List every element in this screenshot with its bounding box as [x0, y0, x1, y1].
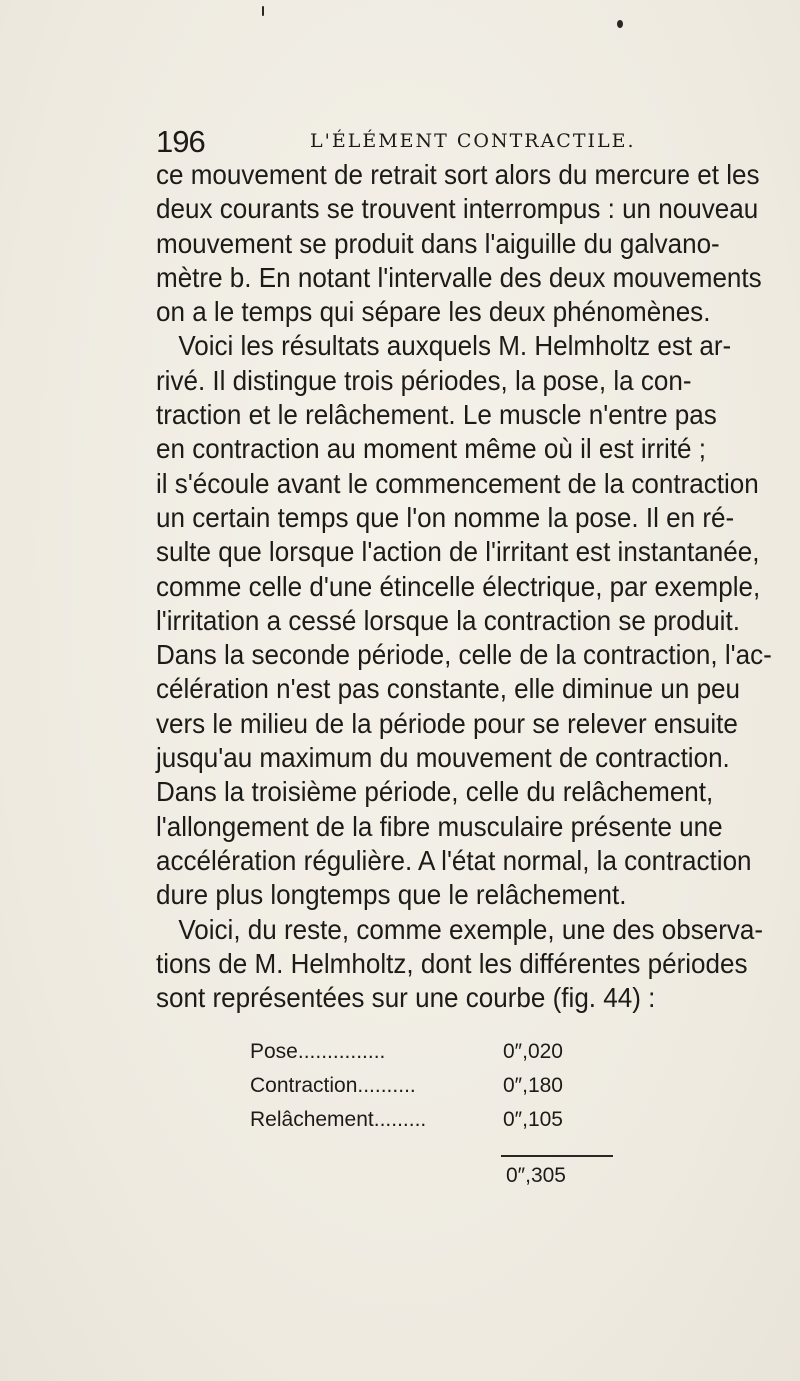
text-line: Dans la seconde période, celle de la contraction, l'ac- [156, 639, 772, 671]
text-line: Voici les résultats auxquels M. Helmholtz est ar- [178, 330, 732, 362]
text-line: comme celle d'une étincelle électrique, par exemple, [156, 570, 761, 602]
text-line: sulte que lorsque l'action de l'irritant est instantanée, [156, 536, 760, 568]
row-value: 0″,180 [503, 1074, 563, 1097]
sum-rule [501, 1155, 613, 1157]
text-line: mètre b. En notant l'intervalle des deux mouvements [156, 261, 762, 293]
text-line: ce mouvement de retrait sort alors du mercure et les [156, 159, 760, 190]
row-value: 0″,020 [503, 1040, 563, 1063]
text-line: célération n'est pas constante, elle diminue un peu [156, 673, 741, 705]
row-label: Relâchement......... [250, 1108, 427, 1131]
text-line: Voici, du reste, comme exemple, une des observa- [178, 913, 764, 945]
page-number: 196 [156, 124, 205, 159]
total-value: 0″,305 [506, 1164, 566, 1187]
text-line: l'allongement de la fibre musculaire présente une [156, 810, 723, 842]
row-value: 0″,105 [503, 1108, 563, 1131]
ink-speck [617, 20, 623, 28]
text-line: en contraction au moment même où il est irrité ; [156, 433, 706, 465]
row-label: Contraction.......... [250, 1074, 416, 1097]
table-row [250, 1040, 630, 1074]
row-label: Pose............... [250, 1040, 386, 1063]
running-title: L'ÉLÉMENT CONTRACTILE. [310, 130, 636, 152]
text-line: jusqu'au maximum du mouvement de contraction. [156, 742, 730, 774]
text-line: tions de M. Helmholtz, dont les différentes périodes [156, 947, 748, 979]
text-line: vers le milieu de la période pour se relever ensuite [156, 707, 738, 739]
text-line: mouvement se produit dans l'aiguille du galvano- [156, 227, 720, 259]
text-line: Dans la troisième période, celle du relâchement, [156, 776, 714, 808]
ink-speck [262, 6, 264, 16]
table-row [250, 1074, 630, 1108]
text-line: il s'écoule avant le commencement de la contraction [156, 467, 759, 499]
text-line: on a le temps qui sépare les deux phénomènes. [156, 296, 711, 328]
text-line: un certain temps que l'on nomme la pose. Il en ré- [156, 501, 735, 533]
body-text [156, 158, 772, 1015]
text-line: accélération régulière. A l'état normal, la contraction [156, 844, 752, 876]
text-line: rivé. Il distingue trois périodes, la pose, la con- [156, 364, 692, 396]
text-line: traction et le relâchement. Le muscle n'entre pas [156, 399, 717, 431]
text-line: l'irritation a cessé lorsque la contraction se produit. [156, 604, 740, 636]
text-line: deux courants se trouvent interrompus : un nouveau [156, 193, 759, 225]
table-row [250, 1108, 630, 1142]
timing-table [250, 1040, 630, 1187]
text-line: sont représentées sur une courbe (fig. 44) : [156, 982, 656, 1014]
text-line: dure plus longtemps que le relâchement. [156, 879, 627, 911]
